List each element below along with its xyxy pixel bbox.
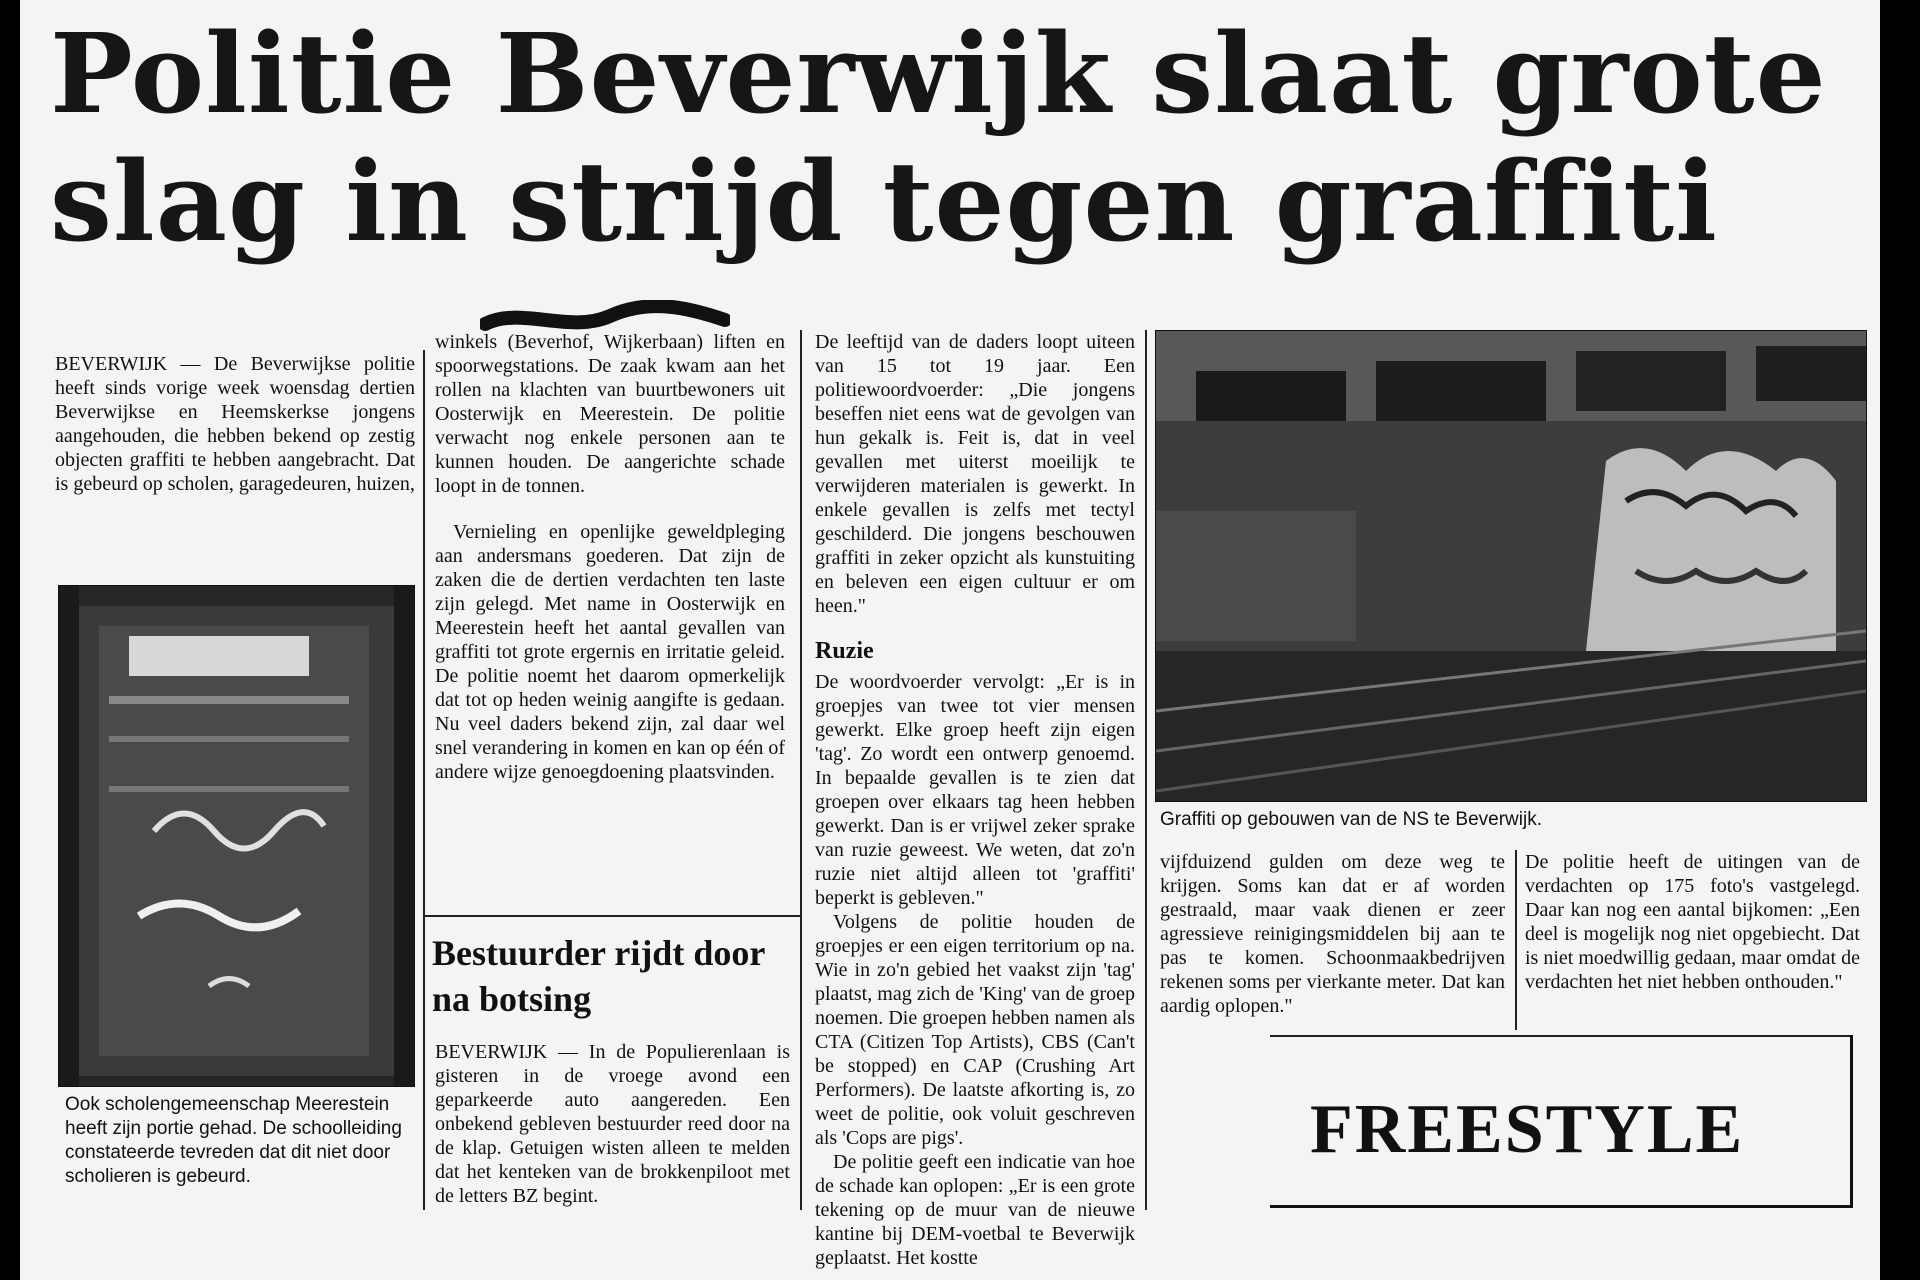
article-column-4 [1160, 850, 1505, 1018]
school-photo-caption: Ook scholengemeenschap Meerestein heeft zijn portie gehad. De schoolleiding constateerde tevreden dat dit niet door scholieren is gebeurd. [65, 1094, 402, 1187]
article-column-3 [815, 330, 1135, 1270]
side-article-body [435, 1040, 790, 1208]
ns-graffiti-photo [1155, 330, 1867, 802]
side-article-rule [425, 915, 800, 917]
headline [50, 10, 1860, 266]
article-paragraph: De leeftijd van de daders loopt uiteen van 15 tot 19 jaar. Een politiewoordvoerder: „Die jongens beseffen niet eens wat de gevolgen van hun gekalk is. Feit is, dat in veel gevallen met uiterst moeilijk te verwijderen materialen is gewerkt. In enkele gevallen is zelfs met tectyl geschilderd. Die jongens beschouwen graffiti in zeker opzicht als kunstuiting en beleven een eigen cultuur er om heen." [815, 331, 1135, 617]
article-column-5 [1525, 850, 1860, 994]
column-divider [423, 350, 425, 1210]
article-paragraph: winkels (Beverhof, Wijkerbaan) liften en spoorwegstations. De zaak kwam aan het rollen na klachten van buurtbewoners uit Oosterwijk en Meerestein. De politie verwacht nog enkele personen aan te kunnen houden. De aangerichte schade loopt in de tonnen. [435, 331, 785, 497]
article-paragraph: Vernieling en openlijke geweldpleging aan andersmans goederen. Dat zijn de zaken die de dertien verdachten ten laste zijn gelegd. Met name in Oosterwijk en Meerestein heeft het aantal gevallen van graffiti tot grote ergernis en irritatie geleid. De politie noemt het daarom opmerkelijk dat tot op heden weinig aangifte is gedaan. Nu veel daders bekend zijn, zal daar wel snel verandering in komen en kan op één of andere wijze genoegdoening plaatsvinden. [435, 521, 785, 783]
railway-graffiti-image [1156, 331, 1866, 801]
school-graffiti-photo [58, 585, 415, 1087]
article-column-1 [55, 352, 415, 496]
article-paragraph: vijfduizend gulden om deze weg te krijgen. Soms kan dat er af worden gestraald, maar vaak dienen er zeer agressieve reinigingsmiddelen bij aan te pas te komen. Schoonmaakbedrijven rekenen soms per vierkante meter. Dat kan aardig oplopen." [1160, 851, 1505, 1017]
side-article-paragraph: BEVERWIJK — In de Populierenlaan is gisteren in de vroege avond een geparkeerde auto aangereden. Een onbekend gebleven bestuurder reed door na de klap. Getuigen wisten alleen te melden dat het kenteken van de brokkenpiloot met de letters BZ begint. [435, 1041, 790, 1207]
side-article-title: Bestuurder rijdt door na botsing [432, 933, 765, 1019]
ns-photo-caption: Graffiti op gebouwen van de NS te Beverwijk. [1160, 809, 1542, 830]
column-divider [1515, 850, 1517, 1030]
section-heading-ruzie: Ruzie [815, 638, 874, 664]
newspaper-clipping [20, 0, 1880, 1280]
article-paragraph: Volgens de politie houden de groepjes er een eigen territorium op na. Wie in zo'n gebied het vaakst zijn 'tag' plaatst, mag zich de 'King' van de groep noemen. Die groepen hebben namen als CTA (Citizen Top Artists), CBS (Can't be stopped) en CAP (Crushing Art Performers). De laatste afkorting is, zo weet de politie, ook voluit geschreven als 'Cops are pigs'. [815, 911, 1135, 1149]
headline-line-1: Politie Beverwijk slaat grote [50, 9, 1827, 138]
article-paragraph: De politie heeft de uitingen van de verdachten op 175 foto's vastgelegd. Daar kan nog een aantal bijkomen: „Een deel is mogelijk nog niet opgebiecht. Dat is niet moedwillig gedaan, maar omdat de verdachten het niet hebben onthouden." [1525, 851, 1860, 993]
article-paragraph: BEVERWIJK — De Beverwijkse politie heeft sinds vorige week woensdag dertien Beverwijkse en Heemskerkse jongens aangehouden, die hebben bekend op zestig objecten graffiti te hebben aangebracht. Dat is gebeurd op scholen, garagedeuren, huizen, [55, 353, 415, 495]
freestyle-label: FREESTYLE [1310, 1091, 1745, 1168]
column-divider [1145, 330, 1147, 1210]
column-divider [800, 330, 802, 1210]
school-door-graffiti-image [59, 586, 414, 1086]
headline-line-2: slag in strijd tegen graffiti [50, 137, 1718, 266]
article-column-2 [435, 330, 785, 784]
article-paragraph: De woordvoerder vervolgt: „Er is in groepjes van twee tot vier mensen gewerkt. Elke groep heeft zijn eigen 'tag'. Zo wordt een ontwerp genoemd. In bepaalde gevallen is te zien dat groepen over elkaars tag heen hebben gewerkt. Dan is er vrijwel zeker sprake van ruzie geweest. We weten, dat zo'n ruzie niet altijd alleen tot 'graffiti' beperkt is gebleven." [815, 671, 1135, 909]
article-paragraph: De politie geeft een indicatie van hoe de schade kan oplopen: „Er is een grote tekening op de muur van de nieuwe kantine bij DEM-voetbal te Beverwijk geplaatst. Het kostte [815, 1151, 1135, 1269]
